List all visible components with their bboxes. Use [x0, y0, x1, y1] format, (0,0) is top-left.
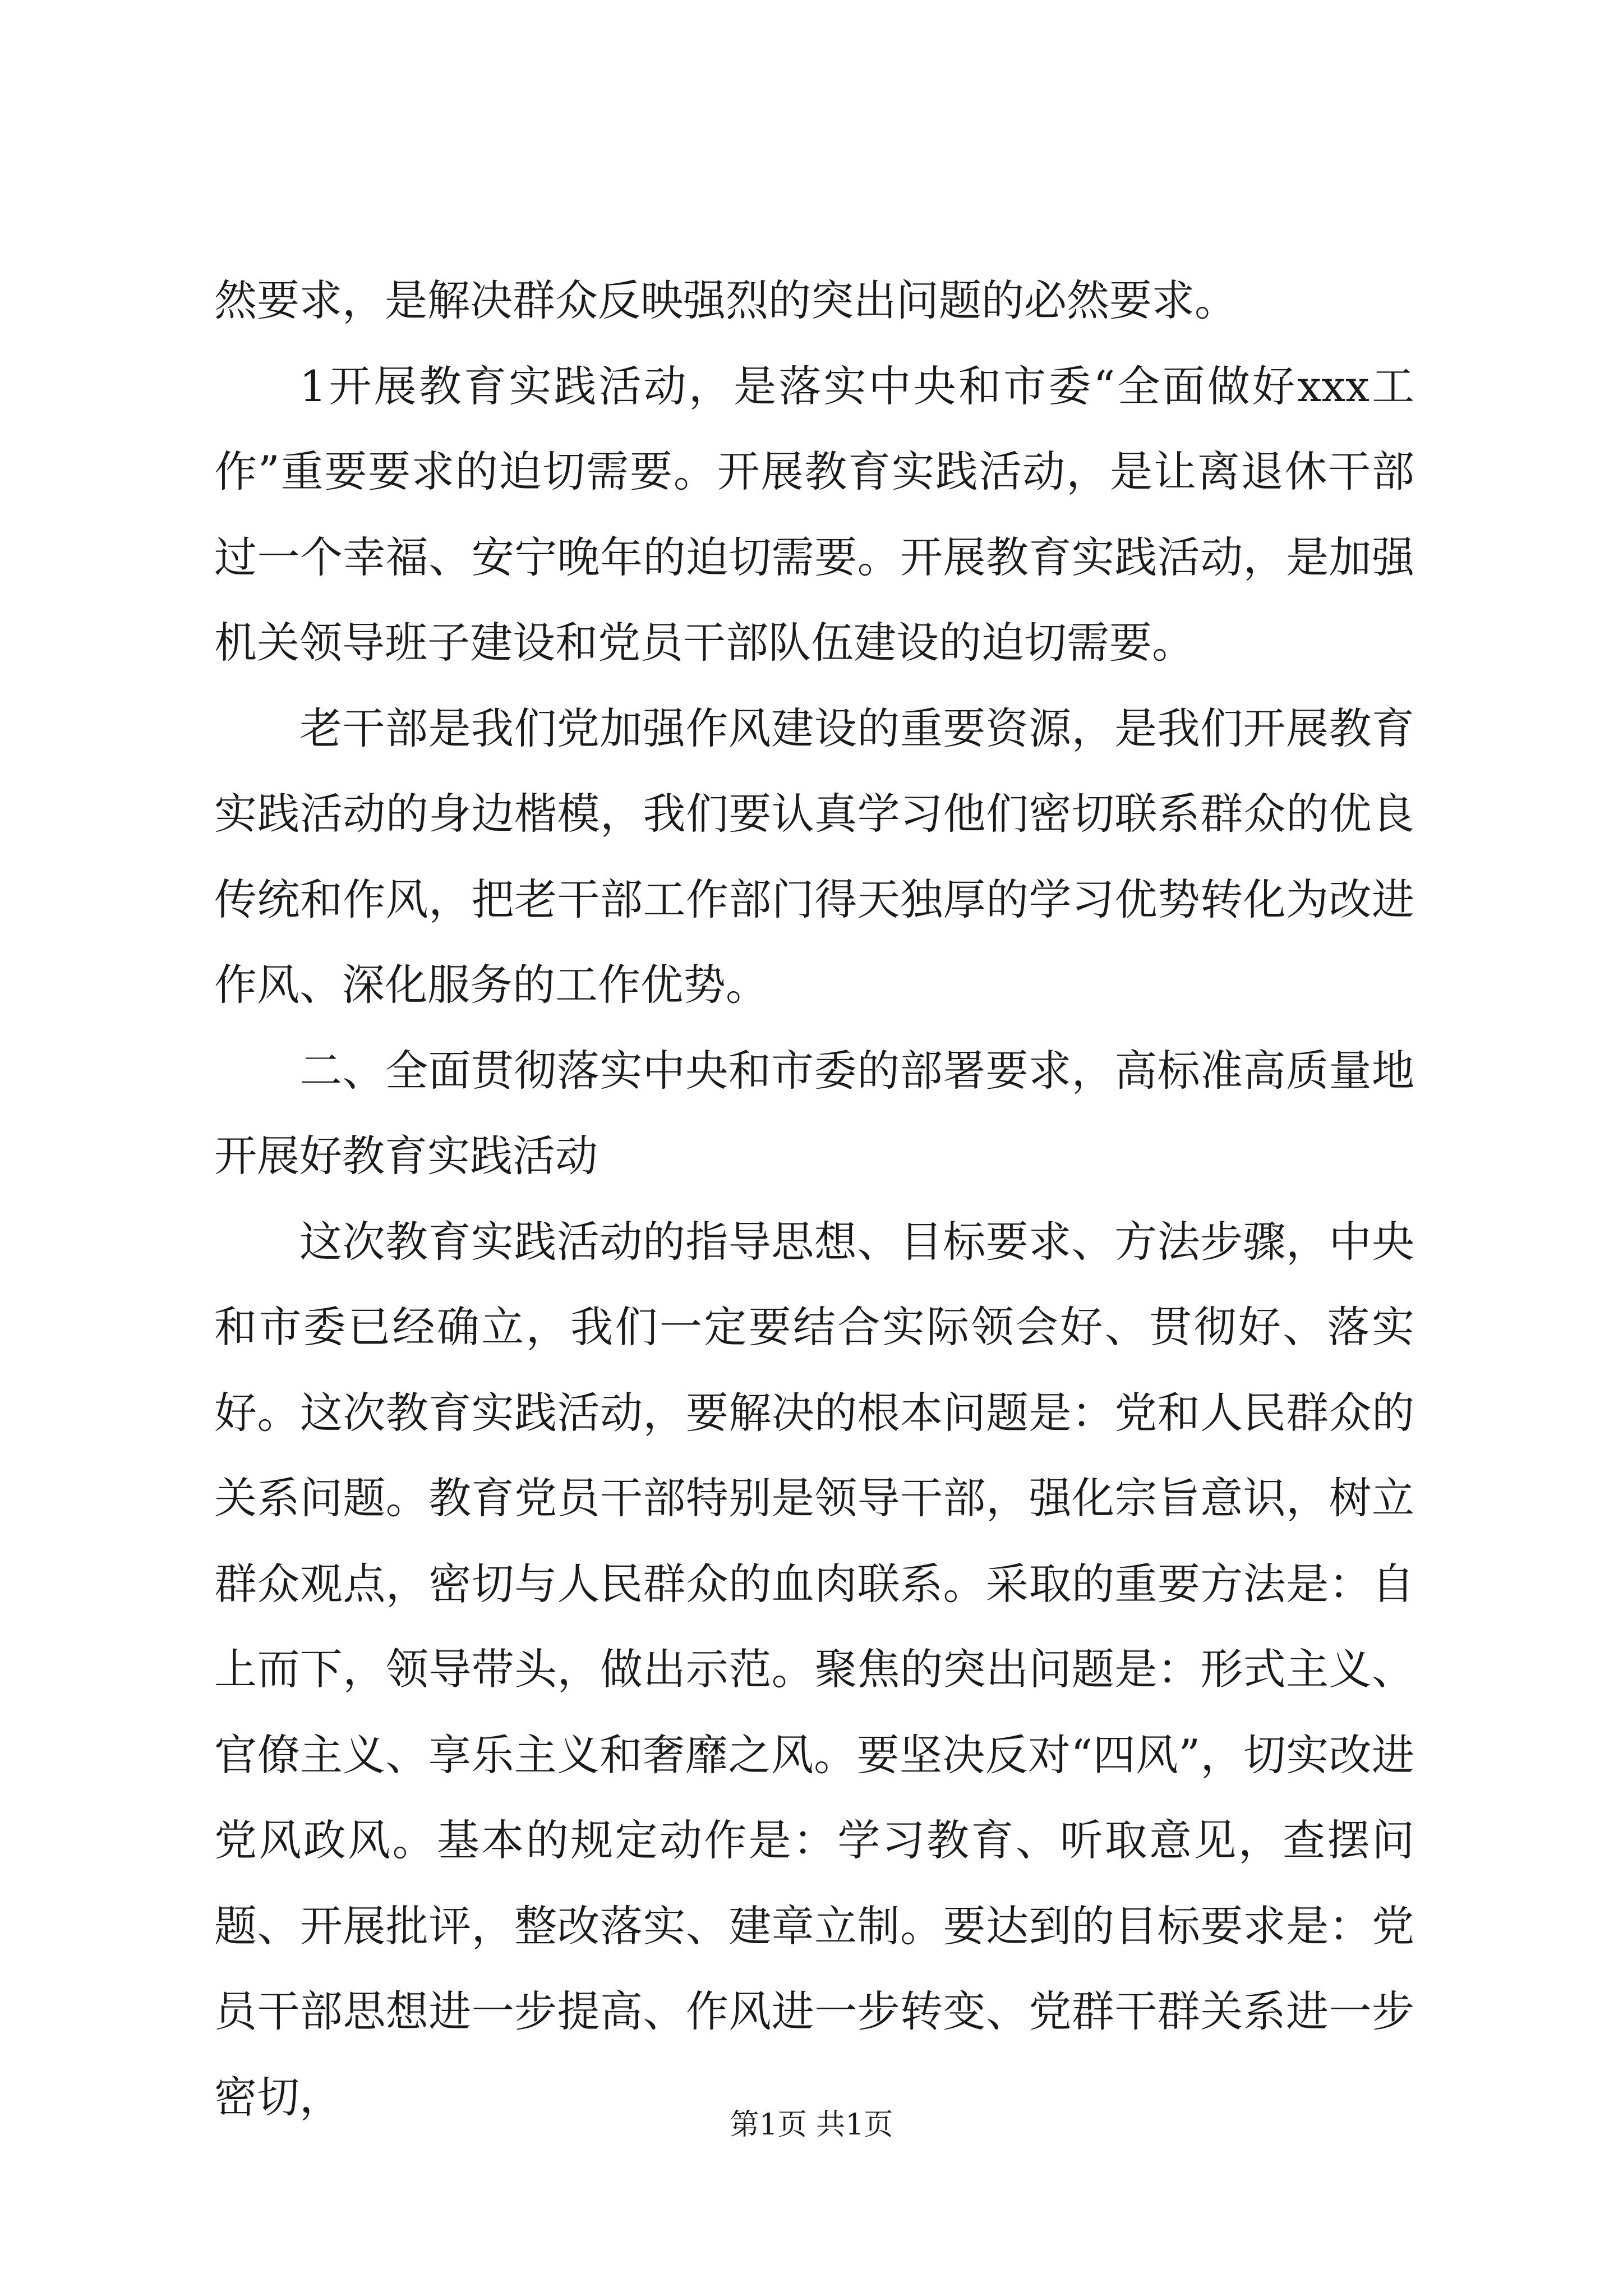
- paragraph-4: 这次教育实践活动的指导思想、目标要求、方法步骤，中央和市委已经确立，我们一定要结合实际领会好、贯彻好、落实好。这次教育实践活动，要解决的根本问题是：党和人民群众的关系问题。教育党员干部特别是领导干部，强化宗旨意识，树立群众观点，密切与人民群众的血肉联系。采取的重要方法是：自上而下，领导带头，做出示范。聚焦的突出问题是：形式主义、官僚主义、享乐主义和奢靡之风。要坚决反对“四风”，切实改进党风政风。基本的规定动作是：学习教育、听取意见，查摆问题、开展批评，整改落实、建章立制。要达到的目标要求是：党员干部思想进一步提高、作风进一步转变、党群干群关系进一步密切，: [214, 1216, 1414, 2122]
- body-text: [214, 258, 1414, 2140]
- paragraph-3: 老干部是我们党加强作风建设的重要资源，是我们开展教育实践活动的身边楷模，我们要认真学习他们密切联系群众的优良传统和作风，把老干部工作部门得天独厚的学习优势转化为改进作风、深化服务的工作优势。: [214, 703, 1414, 1010]
- paragraph-2: 1开展教育实践活动，是落实中央和市委“全面做好xxx工作”重要要求的迫切需要。开展教育实践活动，是让离退休干部过一个幸福、安宁晚年的迫切需要。开展教育实践活动，是加强机关领导班子建设和党员干部队伍建设的迫切需要。: [214, 361, 1414, 668]
- section-heading: 二、全面贯彻落实中央和市委的部署要求，高标准高质量地开展好教育实践活动: [214, 1045, 1414, 1181]
- paragraph-1: 然要求，是解决群众反映强烈的突出问题的必然要求。: [214, 275, 1237, 325]
- page-footer: 第1页 共1页: [730, 2108, 893, 2142]
